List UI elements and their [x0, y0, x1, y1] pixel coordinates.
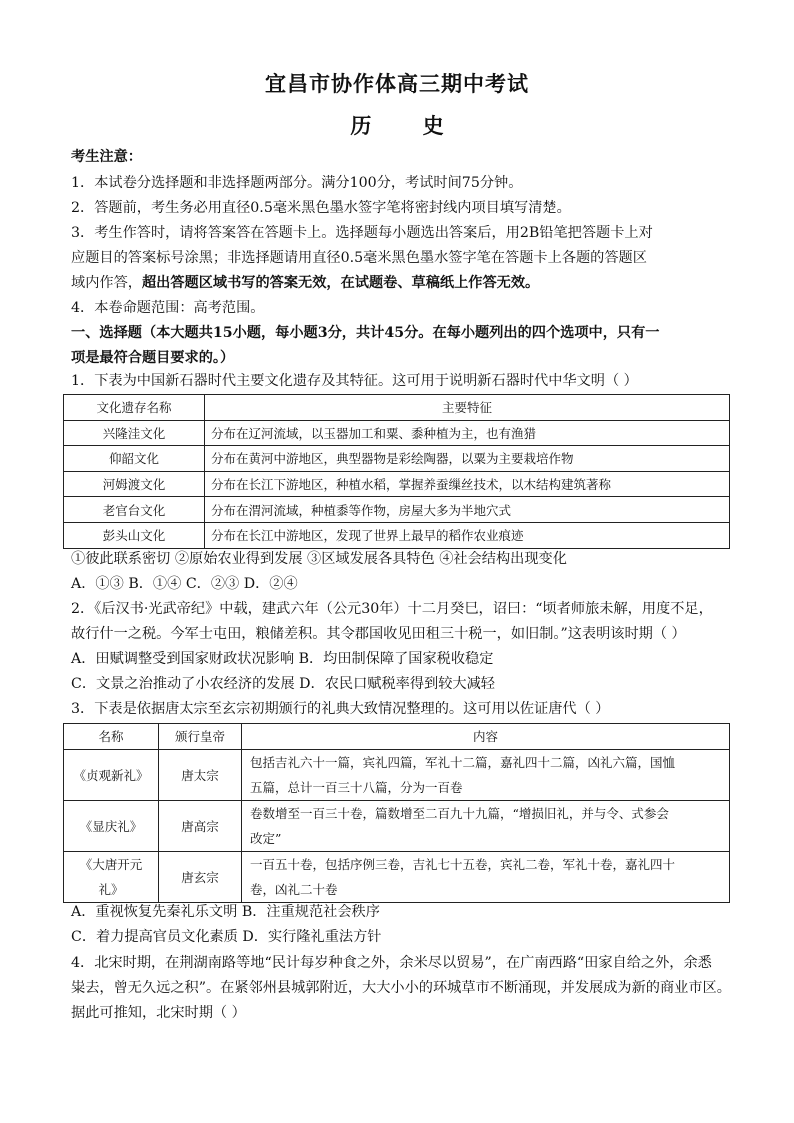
notice-item-4: 4．本卷命题范围：高考范围。 [71, 300, 265, 316]
q2-options-cd: C．文景之治推动了小农经济的发展 D．农民口赋税率得到较大减轻 [71, 676, 495, 692]
q2-stem-line-2: 故行什一之税。今军士屯田，粮储差积。其令郡国收见田租三十税一，如旧制。”这表明该时期（ ） [71, 626, 686, 642]
subject-title: 历 史 [350, 113, 466, 138]
table-row [64, 497, 730, 523]
table-cell [242, 852, 730, 903]
q4-stem-line-2: 粜去，曾无久远之积”。在紧邻州县城郭附近，大大小小的环城草市不断涌现，并发展成为新的商业市区。 [71, 980, 731, 996]
table-cell: 分布在渭河流域，种植黍等作物，房屋大多为半地穴式 [205, 497, 730, 523]
q1-options: A．①③ B．①④ C．②③ D．②④ [71, 576, 298, 592]
name-line: 礼》 [98, 882, 124, 897]
table-cell: 分布在长江下游地区，种植水稻，掌握养蚕缫丝技术，以木结构建筑著称 [205, 471, 730, 497]
table-cell: 唐玄宗 [159, 852, 242, 903]
table-cell: 唐太宗 [159, 750, 242, 801]
notice-item-3-line-1: 3．考生作答时，请将答案答在答题卡上。选择题每小题选出答案后，用2B铅笔把答题卡上对 [71, 225, 653, 241]
table-cell [242, 801, 730, 852]
q3-options-cd: C．着力提高官员文化素质 D．实行隆礼重法方针 [71, 929, 382, 945]
q3-stem: 3．下表是依据唐太宗至玄宗初期颁行的礼典大致情况整理的。这可用以佐证唐代（ ） [71, 701, 610, 717]
notice-item-3-line-2: 应题目的答案标号涂黑；非选择题请用直径0.5毫米黑色墨水签字笔在答题卡上各题的答题区 [71, 250, 647, 266]
notice-heading: 考生注意： [71, 149, 142, 165]
table-header-cell: 名称 [64, 724, 159, 750]
q4-stem-line-3: 据此可推知，北宋时期（ ） [71, 1005, 246, 1021]
content-line: 五篇，总计一百三十八篇，分为一百卷 [250, 780, 463, 795]
q1-table [63, 394, 730, 549]
table-row [64, 420, 730, 446]
table-cell: 分布在辽河流域，以玉器加工和粟、黍种植为主，也有渔猎 [205, 420, 730, 446]
table-header-cell: 颁行皇帝 [159, 724, 242, 750]
content-line: 卷数增至一百三十卷，篇数增至二百九十九篇，“增损旧礼，并与令、式参会 [250, 806, 669, 821]
content-line: 改定” [250, 831, 282, 846]
table-cell: 分布在黄河中游地区，典型器物是彩绘陶器，以粟为主要栽培作物 [205, 446, 730, 472]
table-cell [64, 852, 159, 903]
table-cell: 唐高宗 [159, 801, 242, 852]
q2-stem-line-1: 2．《后汉书·光武帝纪》中载，建武六年（公元30年）十二月癸巳，诏曰：“顷者师旅未解，用度不足， [71, 601, 713, 617]
table-cell: 兴隆洼文化 [64, 420, 205, 446]
notice-item-1: 1．本试卷分选择题和非选择题两部分。满分100分，考试时间75分钟。 [71, 175, 523, 191]
notice-item-3-bold: 超出答题区域书写的答案无效，在试题卷、草稿纸上作答无效。 [141, 275, 540, 291]
table-header-cell: 文化遗存名称 [64, 395, 205, 421]
q1-statements: ①彼此联系密切 ②原始农业得到发展 ③区域发展各具特色 ④社会结构出现变化 [71, 551, 567, 567]
table-row [64, 852, 730, 903]
notice-item-3-line-3 [71, 273, 731, 293]
table-cell: 彭头山文化 [64, 522, 205, 548]
section-1-heading-line-2: 项是最符合题目要求的。） [71, 350, 235, 366]
q1-stem: 1．下表为中国新石器时代主要文化遗存及其特征。这可用于说明新石器时代中华文明（ ） [71, 373, 638, 389]
table-cell: 河姆渡文化 [64, 471, 205, 497]
section-1-heading-line-1: 一、选择题（本大题共15小题，每小题3分，共计45分。在每小题列出的四个选项中，只有一 [71, 325, 660, 341]
content-line: 卷，凶礼二十卷 [250, 882, 338, 897]
q2-options-ab: A．田赋调整受到国家财政状况影响 B．均田制保障了国家税收稳定 [71, 651, 494, 667]
table-header-cell: 主要特征 [205, 395, 730, 421]
content-line: 包括吉礼六十一篇，宾礼四篇，军礼十二篇，嘉礼四十二篇，凶礼六篇，国恤 [250, 755, 676, 770]
table-header-cell: 内容 [242, 724, 730, 750]
table-row [64, 522, 730, 548]
table-cell [242, 750, 730, 801]
table-cell: 老官台文化 [64, 497, 205, 523]
q3-options-ab: A．重视恢复先秦礼乐文明 B．注重规范社会秩序 [71, 904, 380, 920]
name-line: 《大唐开元 [79, 857, 143, 872]
table-header-row [64, 724, 730, 750]
exam-title: 宜昌市协作体高三期中考试 [265, 71, 529, 96]
notice-item-2: 2．答题前，考生务必用直径0.5毫米黑色墨水签字笔将密封线内项目填写清楚。 [71, 200, 571, 216]
table-header-row [64, 395, 730, 421]
notice-item-3-normal: 域内作答， [71, 275, 142, 291]
table-cell: 仰韶文化 [64, 446, 205, 472]
table-cell: 《贞观新礼》 [64, 750, 159, 801]
q4-stem-line-1: 4．北宋时期，在荆湖南路等地“民计每岁种食之外，余米尽以贸易”，在广南西路“田家自给之外，余悉 [71, 955, 712, 971]
table-row [64, 750, 730, 801]
table-row [64, 801, 730, 852]
table-cell: 分布在长江中游地区，发现了世界上最早的稻作农业痕迹 [205, 522, 730, 548]
q3-table [63, 723, 730, 903]
table-row [64, 446, 730, 472]
content-line: 一百五十卷，包括序例三卷，吉礼七十五卷，宾礼二卷，军礼十卷，嘉礼四十 [250, 857, 676, 872]
table-row [64, 471, 730, 497]
table-cell: 《显庆礼》 [64, 801, 159, 852]
